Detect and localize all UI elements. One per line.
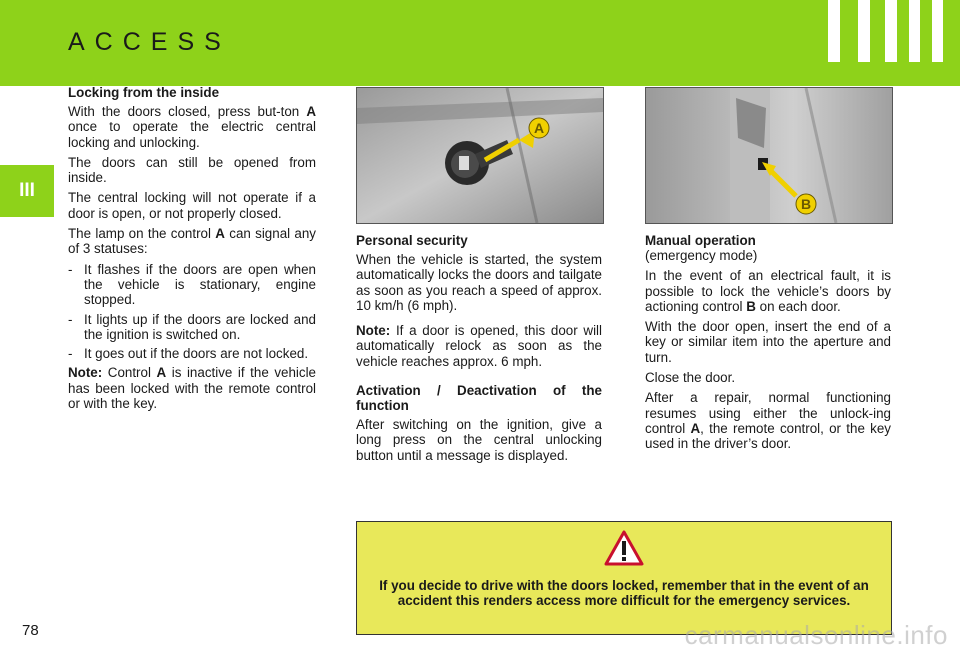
text: once to operate the electric central locking and unlocking. [68, 119, 316, 150]
warning-text: If you decide to drive with the doors locked, remember that in the event of an accident this renders access more difficult for the emergency services. [379, 578, 869, 608]
text: can signal any of 3 statuses: [68, 226, 317, 257]
list-item [68, 346, 316, 361]
list-dash: - [68, 346, 73, 362]
door-edge-illustration [646, 88, 892, 223]
callout-a: A [533, 120, 545, 136]
paragraph: The doors can still be opened from inside. [68, 154, 316, 186]
note [356, 323, 602, 369]
section-heading: Manual operation [645, 233, 756, 248]
paragraph: With the door open, insert the end of a key or similar item into the aperture and turn. [645, 319, 891, 365]
list-item [68, 262, 316, 308]
photo-control-a [356, 87, 604, 224]
list-item [68, 312, 316, 343]
text: , the remote control, or the key used in the driver’s door. [645, 420, 891, 452]
page-title: ACCESS [68, 28, 231, 56]
paragraph [68, 104, 316, 150]
list-dash: - [68, 311, 73, 327]
paragraph [68, 226, 316, 257]
paragraph: Close the door. [645, 370, 736, 386]
header-stripe [885, 0, 897, 62]
header-stripe [909, 0, 920, 62]
callout-b: B [800, 196, 812, 212]
text: Control [102, 365, 157, 381]
section-heading: Locking from the inside [68, 85, 220, 100]
control-key: A [306, 104, 316, 119]
paragraph: The central locking will not operate if a door is open, or not properly closed. [68, 190, 316, 221]
photo-control-b [645, 87, 893, 224]
text: is inactive if the vehicle has been locked with the remote control or with the key. [68, 365, 317, 412]
middle-column [356, 233, 602, 468]
subheading: (emergency mode) [645, 248, 758, 263]
door-lock-illustration [357, 88, 603, 223]
text: In the event of an electrical fault, it is possible to lock the vehicle’s doors by actioning control [645, 268, 891, 314]
list-item-text: It lights up if the doors are locked and the ignition is switched on. [84, 311, 316, 342]
watermark: carmanualsonline.info [684, 620, 948, 650]
paragraph [645, 268, 891, 314]
header-stripe [932, 0, 943, 62]
left-column [68, 85, 316, 416]
right-column [645, 233, 891, 457]
list-item-text: It flashes if the doors are open when the vehicle is stationary, engine stopped. [84, 261, 316, 308]
text: If a door is opened, this door will automatically relock as soon as the vehicle reaches approx. 6 mph. [356, 323, 602, 369]
page-number: 78 [22, 622, 39, 639]
section-heading: Activation / Deactivation of the function [356, 383, 602, 414]
header-stripe [858, 0, 870, 62]
control-key: A [156, 365, 167, 381]
control-key: A [690, 420, 701, 436]
warning-triangle-icon [604, 530, 644, 566]
note [68, 365, 316, 411]
section-heading: Personal security [356, 233, 468, 248]
chapter-label: III [19, 180, 35, 201]
text: on each door. [755, 298, 841, 314]
warning-box [356, 521, 892, 635]
list-item-text: It goes out if the doors are not locked. [84, 346, 309, 362]
control-key: B [746, 298, 756, 314]
text: The lamp on the control [68, 226, 216, 242]
note-label: Note: [356, 323, 391, 339]
text: With the doors closed, press but-ton [68, 104, 307, 119]
paragraph [645, 390, 891, 451]
header-stripe [828, 0, 840, 62]
note-label: Note: [68, 365, 103, 381]
text: After a repair, normal functioning resumes using either the unlock-ing control [645, 390, 891, 436]
paragraph: When the vehicle is started, the system automatically locks the doors and tailgate as soon as you reach a speed of approx. 10 km/h (6 mph). [356, 252, 602, 313]
list-dash: - [68, 261, 73, 277]
control-key: A [215, 226, 225, 242]
paragraph: After switching on the ignition, give a long press on the central unlocking button until a message is displayed. [356, 417, 602, 463]
